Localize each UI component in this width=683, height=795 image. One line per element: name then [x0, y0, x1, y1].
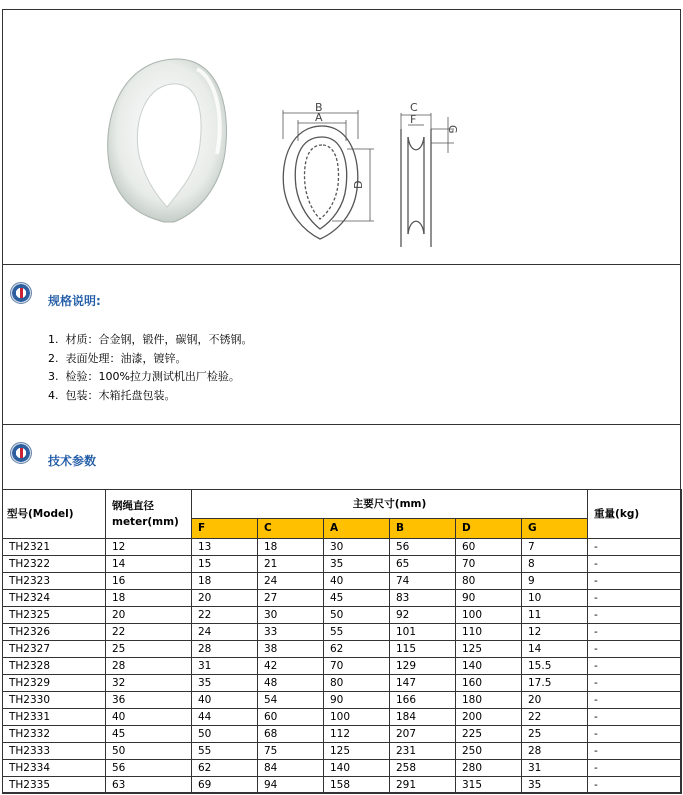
- spec-item: 1. 材质：合金钢，锻件，碳钢，不锈钢。: [48, 333, 253, 346]
- cell-weight: -: [588, 624, 682, 641]
- cell-b: 166: [390, 692, 456, 709]
- table-row: [3, 658, 682, 675]
- cell-c: 48: [258, 675, 324, 692]
- cell-g: 14: [522, 641, 588, 658]
- header-dim-a: A: [324, 519, 390, 539]
- label-b: B: [315, 101, 323, 114]
- cell-diameter: 18: [106, 590, 192, 607]
- cell-weight: -: [588, 777, 682, 794]
- cell-a: 40: [324, 573, 390, 590]
- cell-b: 83: [390, 590, 456, 607]
- cell-weight: -: [588, 641, 682, 658]
- cell-d: 315: [456, 777, 522, 794]
- header-weight: 重量(kg): [588, 490, 682, 539]
- cell-a: 45: [324, 590, 390, 607]
- cell-diameter: 16: [106, 573, 192, 590]
- cell-f: 18: [192, 573, 258, 590]
- cell-b: 115: [390, 641, 456, 658]
- cell-c: 68: [258, 726, 324, 743]
- cell-weight: -: [588, 743, 682, 760]
- cell-b: 65: [390, 556, 456, 573]
- cell-diameter: 56: [106, 760, 192, 777]
- header-dim-f: F: [192, 519, 258, 539]
- cell-c: 33: [258, 624, 324, 641]
- cell-c: 75: [258, 743, 324, 760]
- cell-g: 12: [522, 624, 588, 641]
- cell-diameter: 40: [106, 709, 192, 726]
- specs-title: 规格说明:: [48, 294, 101, 308]
- table-row: [3, 607, 682, 624]
- spec-item: 2. 表面处理：油漆，镀锌。: [48, 351, 187, 365]
- thimble-photo: [108, 59, 227, 222]
- cell-d: 160: [456, 675, 522, 692]
- cell-c: 38: [258, 641, 324, 658]
- cell-diameter: 63: [106, 777, 192, 794]
- cell-weight: -: [588, 709, 682, 726]
- cell-weight: -: [588, 658, 682, 675]
- cell-weight: -: [588, 726, 682, 743]
- specs-section: [2, 265, 681, 425]
- header-dimensions: 主要尺寸(mm): [192, 490, 588, 519]
- cell-weight: -: [588, 675, 682, 692]
- cell-a: 140: [324, 760, 390, 777]
- table-row: [3, 539, 682, 556]
- cell-g: 15.5: [522, 658, 588, 675]
- cell-model: TH2327: [3, 641, 106, 658]
- params-table: [2, 489, 682, 794]
- cell-weight: -: [588, 556, 682, 573]
- cell-c: 30: [258, 607, 324, 624]
- cell-g: 35: [522, 777, 588, 794]
- cell-b: 291: [390, 777, 456, 794]
- cell-g: 10: [522, 590, 588, 607]
- cell-c: 24: [258, 573, 324, 590]
- cell-b: 92: [390, 607, 456, 624]
- cell-f: 20: [192, 590, 258, 607]
- table-row: [3, 760, 682, 777]
- table-row: [3, 624, 682, 641]
- cell-model: TH2331: [3, 709, 106, 726]
- header-dim-d: D: [456, 519, 522, 539]
- cell-f: 62: [192, 760, 258, 777]
- cell-f: 15: [192, 556, 258, 573]
- cell-b: 258: [390, 760, 456, 777]
- cell-a: 158: [324, 777, 390, 794]
- cell-d: 80: [456, 573, 522, 590]
- label-d: D: [352, 180, 365, 189]
- cell-d: 250: [456, 743, 522, 760]
- cell-weight: -: [588, 692, 682, 709]
- cell-model: TH2334: [3, 760, 106, 777]
- cell-b: 147: [390, 675, 456, 692]
- label-g: G: [446, 125, 459, 134]
- cell-b: 74: [390, 573, 456, 590]
- cell-b: 129: [390, 658, 456, 675]
- cell-c: 27: [258, 590, 324, 607]
- cell-d: 280: [456, 760, 522, 777]
- header-dim-b: B: [390, 519, 456, 539]
- cell-a: 100: [324, 709, 390, 726]
- cell-c: 42: [258, 658, 324, 675]
- cell-a: 112: [324, 726, 390, 743]
- cell-g: 17.5: [522, 675, 588, 692]
- cell-d: 200: [456, 709, 522, 726]
- specs-list: [48, 331, 253, 405]
- cell-d: 225: [456, 726, 522, 743]
- cell-f: 35: [192, 675, 258, 692]
- cell-b: 101: [390, 624, 456, 641]
- cell-c: 18: [258, 539, 324, 556]
- cell-model: TH2324: [3, 590, 106, 607]
- cell-diameter: 12: [106, 539, 192, 556]
- cell-b: 184: [390, 709, 456, 726]
- cell-diameter: 50: [106, 743, 192, 760]
- cell-f: 69: [192, 777, 258, 794]
- product-illustration: [2, 9, 681, 265]
- cell-d: 90: [456, 590, 522, 607]
- table-row: [3, 709, 682, 726]
- cell-c: 94: [258, 777, 324, 794]
- spec-item: 4. 包装：木箱托盘包装。: [48, 388, 176, 402]
- table-row: [3, 641, 682, 658]
- label-f: F: [410, 113, 417, 126]
- header-dim-g: G: [522, 519, 588, 539]
- cell-f: 55: [192, 743, 258, 760]
- cell-c: 84: [258, 760, 324, 777]
- cell-d: 60: [456, 539, 522, 556]
- cell-d: 110: [456, 624, 522, 641]
- cell-f: 13: [192, 539, 258, 556]
- cell-f: 24: [192, 624, 258, 641]
- cell-model: TH2326: [3, 624, 106, 641]
- cell-diameter: 14: [106, 556, 192, 573]
- cell-f: 50: [192, 726, 258, 743]
- cell-f: 40: [192, 692, 258, 709]
- cell-model: TH2321: [3, 539, 106, 556]
- cell-b: 231: [390, 743, 456, 760]
- section-logo-icon: [10, 442, 32, 464]
- cell-diameter: 25: [106, 641, 192, 658]
- cell-model: TH2323: [3, 573, 106, 590]
- cell-a: 30: [324, 539, 390, 556]
- spec-item: 3. 检验：100%拉力测试机出厂检验。: [48, 370, 240, 383]
- cell-g: 31: [522, 760, 588, 777]
- cell-g: 20: [522, 692, 588, 709]
- cell-model: TH2329: [3, 675, 106, 692]
- cell-model: TH2335: [3, 777, 106, 794]
- cell-g: 8: [522, 556, 588, 573]
- table-row: [3, 573, 682, 590]
- cell-g: 25: [522, 726, 588, 743]
- cell-f: 31: [192, 658, 258, 675]
- cell-diameter: 20: [106, 607, 192, 624]
- cell-diameter: 28: [106, 658, 192, 675]
- cell-weight: -: [588, 573, 682, 590]
- cell-f: 28: [192, 641, 258, 658]
- table-row: [3, 692, 682, 709]
- cell-diameter: 32: [106, 675, 192, 692]
- cell-a: 50: [324, 607, 390, 624]
- cell-model: TH2330: [3, 692, 106, 709]
- cell-diameter: 45: [106, 726, 192, 743]
- label-c: C: [410, 101, 418, 114]
- table-row: [3, 556, 682, 573]
- cell-d: 140: [456, 658, 522, 675]
- cell-a: 35: [324, 556, 390, 573]
- table-row: [3, 675, 682, 692]
- cell-diameter: 36: [106, 692, 192, 709]
- section-logo-icon: [10, 282, 32, 304]
- cell-model: TH2325: [3, 607, 106, 624]
- cell-a: 90: [324, 692, 390, 709]
- params-title: 技术参数: [48, 454, 97, 468]
- cell-c: 54: [258, 692, 324, 709]
- table-row: [3, 590, 682, 607]
- cell-g: 11: [522, 607, 588, 624]
- header-model: 型号(Model): [3, 490, 106, 539]
- cell-d: 70: [456, 556, 522, 573]
- cell-f: 44: [192, 709, 258, 726]
- cell-g: 9: [522, 573, 588, 590]
- cell-g: 28: [522, 743, 588, 760]
- table-row: [3, 726, 682, 743]
- header-diameter: 钢绳直径meter(mm): [106, 490, 192, 539]
- cell-d: 180: [456, 692, 522, 709]
- cell-b: 207: [390, 726, 456, 743]
- cell-weight: -: [588, 590, 682, 607]
- params-section: [2, 425, 681, 489]
- cell-model: TH2332: [3, 726, 106, 743]
- cell-a: 70: [324, 658, 390, 675]
- cell-f: 22: [192, 607, 258, 624]
- label-a: A: [315, 111, 323, 124]
- cell-b: 56: [390, 539, 456, 556]
- params-table-body: [3, 539, 682, 794]
- cell-g: 22: [522, 709, 588, 726]
- table-row: [3, 777, 682, 794]
- table-row: [3, 743, 682, 760]
- header-dim-c: C: [258, 519, 324, 539]
- cell-diameter: 22: [106, 624, 192, 641]
- cell-a: 55: [324, 624, 390, 641]
- cell-a: 62: [324, 641, 390, 658]
- cell-a: 125: [324, 743, 390, 760]
- dimension-labels: [315, 101, 459, 189]
- cell-c: 60: [258, 709, 324, 726]
- cell-weight: -: [588, 607, 682, 624]
- front-view-drawing: [283, 110, 374, 239]
- product-image-panel: [2, 9, 681, 265]
- cell-d: 125: [456, 641, 522, 658]
- cell-model: TH2328: [3, 658, 106, 675]
- cell-weight: -: [588, 539, 682, 556]
- cell-c: 21: [258, 556, 324, 573]
- cell-g: 7: [522, 539, 588, 556]
- cell-model: TH2322: [3, 556, 106, 573]
- cell-model: TH2333: [3, 743, 106, 760]
- cell-d: 100: [456, 607, 522, 624]
- cell-a: 80: [324, 675, 390, 692]
- cell-weight: -: [588, 760, 682, 777]
